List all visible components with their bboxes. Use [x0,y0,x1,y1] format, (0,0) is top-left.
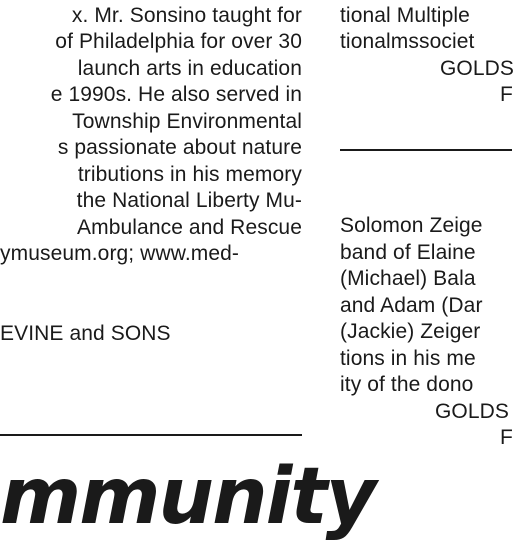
obituary-line: the National Liberty Mu- [76,189,302,212]
obituary-line: tributions in his memory [77,163,302,186]
obituary-line: tions in his me [340,347,476,370]
obituary-line: (Jackie) Zeiger [340,320,481,343]
obituary-line: launch arts in education [77,57,302,80]
section-headline: mmunity [0,452,375,542]
funeral-home-suffix: F [500,426,513,449]
column-divider-rule [0,434,302,436]
obituary-line: tionalmssociet [340,30,475,53]
obituary-line: band of Elaine [340,241,476,264]
funeral-home-name: GOLDS [440,57,514,80]
obituary-line: Township Environmental [72,110,302,133]
funeral-home-name: GOLDS [435,400,510,423]
obituary-line: of Philadelphia for over 30 [55,30,302,53]
column-divider-rule [340,149,512,151]
obituary-line: e 1990s. He also served in [50,83,302,106]
obituary-line: tional Multiple [340,4,470,27]
obituary-line: Ambulance and Rescue [77,216,302,239]
obituary-line: (Michael) Bala [340,267,476,290]
obituary-line: ymuseum.org; www.med- [0,242,239,265]
obituary-line: ity of the dono [340,373,474,396]
obituary-line: and Adam (Dar [340,294,483,317]
obituary-line: x. Mr. Sonsino taught for [71,4,302,27]
obituary-line: s passionate about nature [57,136,302,159]
right-column [340,0,512,512]
obituary-line: Solomon Zeige [340,214,483,237]
funeral-home-suffix: F [500,83,513,106]
funeral-home-name: EVINE and SONS [0,322,171,345]
